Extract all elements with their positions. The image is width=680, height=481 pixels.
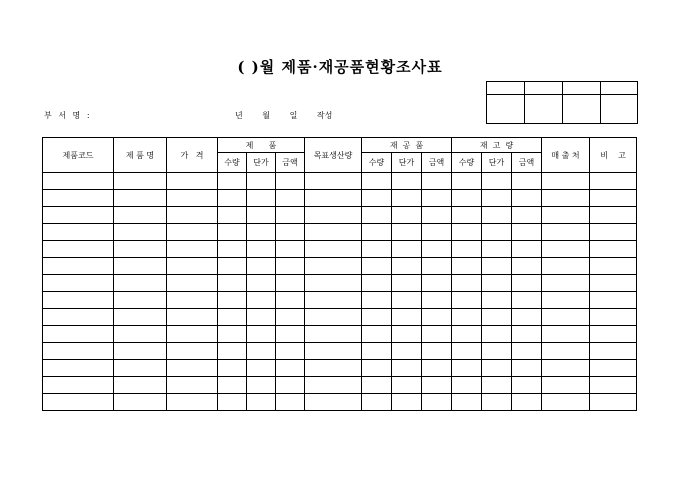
table-cell[interactable] bbox=[362, 394, 392, 411]
table-cell[interactable] bbox=[392, 275, 422, 292]
table-cell[interactable] bbox=[542, 258, 590, 275]
table-cell[interactable] bbox=[305, 224, 362, 241]
approval-box bbox=[486, 81, 638, 124]
table-row bbox=[43, 224, 637, 241]
table-cell[interactable] bbox=[43, 360, 114, 377]
table-cell[interactable] bbox=[392, 360, 422, 377]
table-cell[interactable] bbox=[362, 173, 392, 190]
table-cell[interactable] bbox=[452, 309, 482, 326]
table-cell[interactable] bbox=[482, 377, 512, 394]
table-cell[interactable] bbox=[590, 292, 637, 309]
table-cell[interactable] bbox=[247, 190, 276, 207]
table-cell[interactable] bbox=[247, 207, 276, 224]
table-cell[interactable] bbox=[542, 360, 590, 377]
table-cell[interactable] bbox=[590, 190, 637, 207]
table-row bbox=[43, 258, 637, 275]
table-cell[interactable] bbox=[542, 377, 590, 394]
table-cell[interactable] bbox=[276, 258, 305, 275]
header-qty: 수량 bbox=[452, 153, 482, 173]
table-cell[interactable] bbox=[167, 360, 218, 377]
table-cell[interactable] bbox=[276, 173, 305, 190]
table-cell[interactable] bbox=[392, 207, 422, 224]
table-cell[interactable] bbox=[452, 360, 482, 377]
table-cell[interactable] bbox=[167, 207, 218, 224]
table-cell[interactable] bbox=[167, 377, 218, 394]
table-cell[interactable] bbox=[276, 275, 305, 292]
table-cell[interactable] bbox=[247, 275, 276, 292]
table-cell[interactable] bbox=[114, 394, 167, 411]
table-cell[interactable] bbox=[276, 224, 305, 241]
table-cell[interactable] bbox=[542, 207, 590, 224]
inventory-table bbox=[42, 137, 637, 411]
table-cell[interactable] bbox=[114, 173, 167, 190]
table-cell[interactable] bbox=[452, 343, 482, 360]
table-cell[interactable] bbox=[512, 275, 542, 292]
table-cell[interactable] bbox=[276, 190, 305, 207]
table-cell[interactable] bbox=[590, 173, 637, 190]
table-cell[interactable] bbox=[218, 207, 247, 224]
table-cell[interactable] bbox=[392, 309, 422, 326]
table-cell[interactable] bbox=[392, 241, 422, 258]
department-label: 부 서 명 : bbox=[44, 111, 92, 120]
table-cell[interactable] bbox=[305, 241, 362, 258]
table-cell[interactable] bbox=[276, 309, 305, 326]
table-cell[interactable] bbox=[167, 309, 218, 326]
table-cell[interactable] bbox=[114, 360, 167, 377]
table-cell[interactable] bbox=[422, 258, 452, 275]
table-cell[interactable] bbox=[482, 224, 512, 241]
table-cell[interactable] bbox=[512, 173, 542, 190]
table-cell[interactable] bbox=[305, 377, 362, 394]
table-cell[interactable] bbox=[422, 292, 452, 309]
table-cell[interactable] bbox=[218, 190, 247, 207]
table-cell[interactable] bbox=[590, 343, 637, 360]
table-row bbox=[43, 173, 637, 190]
table-cell[interactable] bbox=[542, 394, 590, 411]
table-cell[interactable] bbox=[512, 360, 542, 377]
table-cell[interactable] bbox=[305, 360, 362, 377]
table-cell[interactable] bbox=[422, 224, 452, 241]
table-row bbox=[43, 292, 637, 309]
table-cell[interactable] bbox=[452, 258, 482, 275]
table-cell[interactable] bbox=[114, 258, 167, 275]
table-cell[interactable] bbox=[305, 394, 362, 411]
approval-cell bbox=[525, 82, 563, 95]
date-year: 년 bbox=[235, 111, 243, 120]
table-cell[interactable] bbox=[512, 292, 542, 309]
header-buyer: 매 출 처 bbox=[542, 138, 590, 173]
table-cell[interactable] bbox=[392, 173, 422, 190]
table-cell[interactable] bbox=[114, 343, 167, 360]
table-cell[interactable] bbox=[512, 377, 542, 394]
table-cell[interactable] bbox=[305, 275, 362, 292]
table-cell[interactable] bbox=[392, 343, 422, 360]
table-cell[interactable] bbox=[305, 258, 362, 275]
table-cell[interactable] bbox=[542, 275, 590, 292]
approval-cell bbox=[487, 82, 525, 95]
table-cell[interactable] bbox=[392, 377, 422, 394]
table-cell[interactable] bbox=[362, 224, 392, 241]
table-cell[interactable] bbox=[422, 275, 452, 292]
header-product-name: 제 품 명 bbox=[114, 138, 167, 173]
table-cell[interactable] bbox=[542, 343, 590, 360]
table-cell[interactable] bbox=[362, 309, 392, 326]
table-cell[interactable] bbox=[305, 292, 362, 309]
table-cell[interactable] bbox=[482, 326, 512, 343]
header-remarks: 비 고 bbox=[590, 138, 637, 173]
header-price: 가 격 bbox=[167, 138, 218, 173]
table-cell[interactable] bbox=[276, 326, 305, 343]
table-cell[interactable] bbox=[43, 275, 114, 292]
table-cell[interactable] bbox=[305, 207, 362, 224]
table-row bbox=[43, 275, 637, 292]
table-cell[interactable] bbox=[482, 360, 512, 377]
table-cell[interactable] bbox=[482, 258, 512, 275]
table-cell[interactable] bbox=[512, 224, 542, 241]
table-cell[interactable] bbox=[247, 343, 276, 360]
table-cell[interactable] bbox=[305, 309, 362, 326]
table-cell[interactable] bbox=[512, 241, 542, 258]
table-cell[interactable] bbox=[482, 343, 512, 360]
table-cell[interactable] bbox=[114, 275, 167, 292]
table-cell[interactable] bbox=[362, 360, 392, 377]
table-cell[interactable] bbox=[247, 326, 276, 343]
table-cell[interactable] bbox=[590, 207, 637, 224]
table-cell[interactable] bbox=[422, 309, 452, 326]
table-row bbox=[43, 360, 637, 377]
table-cell[interactable] bbox=[114, 241, 167, 258]
table-cell[interactable] bbox=[247, 309, 276, 326]
table-cell[interactable] bbox=[590, 258, 637, 275]
header-unit-price: 단가 bbox=[392, 153, 422, 173]
header-amount: 금액 bbox=[422, 153, 452, 173]
table-cell[interactable] bbox=[167, 258, 218, 275]
approval-cell bbox=[601, 82, 638, 95]
table-cell[interactable] bbox=[247, 258, 276, 275]
table-cell[interactable] bbox=[167, 173, 218, 190]
table-cell[interactable] bbox=[512, 258, 542, 275]
table-cell[interactable] bbox=[218, 377, 247, 394]
table-cell[interactable] bbox=[247, 292, 276, 309]
date-day: 일 bbox=[289, 111, 298, 120]
table-row bbox=[43, 394, 637, 411]
table-cell[interactable] bbox=[590, 326, 637, 343]
table-cell[interactable] bbox=[247, 360, 276, 377]
table-row bbox=[43, 326, 637, 343]
table-cell[interactable] bbox=[114, 224, 167, 241]
table-cell[interactable] bbox=[542, 173, 590, 190]
table-cell[interactable] bbox=[452, 207, 482, 224]
table-cell[interactable] bbox=[43, 343, 114, 360]
table-cell[interactable] bbox=[512, 326, 542, 343]
table-cell[interactable] bbox=[218, 241, 247, 258]
table-cell[interactable] bbox=[247, 394, 276, 411]
table-cell[interactable] bbox=[167, 343, 218, 360]
table-cell[interactable] bbox=[167, 292, 218, 309]
table-cell[interactable] bbox=[218, 360, 247, 377]
table-cell[interactable] bbox=[590, 275, 637, 292]
table-cell[interactable] bbox=[247, 241, 276, 258]
table-cell[interactable] bbox=[452, 394, 482, 411]
table-cell[interactable] bbox=[276, 343, 305, 360]
table-cell[interactable] bbox=[167, 275, 218, 292]
approval-cell bbox=[525, 95, 563, 124]
table-cell[interactable] bbox=[43, 190, 114, 207]
table-cell[interactable] bbox=[276, 241, 305, 258]
table-cell[interactable] bbox=[362, 258, 392, 275]
table-cell[interactable] bbox=[114, 190, 167, 207]
table-cell[interactable] bbox=[452, 326, 482, 343]
table-cell[interactable] bbox=[43, 224, 114, 241]
approval-cell bbox=[487, 95, 525, 124]
table-cell[interactable] bbox=[43, 258, 114, 275]
table-cell[interactable] bbox=[218, 394, 247, 411]
table-cell[interactable] bbox=[392, 326, 422, 343]
table-cell[interactable] bbox=[218, 292, 247, 309]
header-inventory-group: 재 고 량 bbox=[452, 138, 542, 153]
table-cell[interactable] bbox=[114, 326, 167, 343]
table-cell[interactable] bbox=[167, 190, 218, 207]
table-cell[interactable] bbox=[392, 190, 422, 207]
table-cell[interactable] bbox=[512, 343, 542, 360]
table-row bbox=[43, 343, 637, 360]
table-cell[interactable] bbox=[276, 292, 305, 309]
table-row bbox=[43, 309, 637, 326]
table-cell[interactable] bbox=[422, 326, 452, 343]
table-cell[interactable] bbox=[452, 224, 482, 241]
header-amount: 금액 bbox=[276, 153, 305, 173]
table-cell[interactable] bbox=[482, 394, 512, 411]
date-written: 작성 bbox=[316, 111, 333, 120]
table-cell[interactable] bbox=[542, 241, 590, 258]
table-cell[interactable] bbox=[276, 360, 305, 377]
table-cell[interactable] bbox=[218, 309, 247, 326]
table-cell[interactable] bbox=[167, 326, 218, 343]
table-cell[interactable] bbox=[392, 394, 422, 411]
header-wip-group: 재 공 품 bbox=[362, 138, 452, 153]
table-cell[interactable] bbox=[362, 326, 392, 343]
table-row bbox=[43, 241, 637, 258]
table-cell[interactable] bbox=[305, 326, 362, 343]
table-cell[interactable] bbox=[542, 309, 590, 326]
table-cell[interactable] bbox=[482, 309, 512, 326]
header-qty: 수량 bbox=[362, 153, 392, 173]
table-cell[interactable] bbox=[43, 241, 114, 258]
header-amount: 금액 bbox=[512, 153, 542, 173]
table-cell[interactable] bbox=[590, 224, 637, 241]
table-cell[interactable] bbox=[43, 309, 114, 326]
table-cell[interactable] bbox=[43, 326, 114, 343]
table-cell[interactable] bbox=[218, 224, 247, 241]
table-cell[interactable] bbox=[482, 207, 512, 224]
table-cell[interactable] bbox=[542, 224, 590, 241]
table-cell[interactable] bbox=[218, 275, 247, 292]
table-cell[interactable] bbox=[218, 326, 247, 343]
table-cell[interactable] bbox=[218, 343, 247, 360]
table-cell[interactable] bbox=[167, 241, 218, 258]
table-cell[interactable] bbox=[167, 224, 218, 241]
table-cell[interactable] bbox=[482, 173, 512, 190]
table-cell[interactable] bbox=[218, 258, 247, 275]
table-cell[interactable] bbox=[43, 292, 114, 309]
table-cell[interactable] bbox=[542, 292, 590, 309]
table-cell[interactable] bbox=[452, 190, 482, 207]
approval-cell bbox=[601, 95, 638, 124]
table-cell[interactable] bbox=[276, 394, 305, 411]
table-cell[interactable] bbox=[114, 207, 167, 224]
table-cell[interactable] bbox=[452, 377, 482, 394]
date-month: 월 bbox=[262, 111, 271, 120]
table-cell[interactable] bbox=[305, 343, 362, 360]
table-row bbox=[43, 207, 637, 224]
table-cell[interactable] bbox=[452, 275, 482, 292]
table-cell[interactable] bbox=[452, 292, 482, 309]
table-cell[interactable] bbox=[247, 377, 276, 394]
table-cell[interactable] bbox=[392, 258, 422, 275]
table-cell[interactable] bbox=[482, 275, 512, 292]
table-cell[interactable] bbox=[422, 343, 452, 360]
table-cell[interactable] bbox=[362, 292, 392, 309]
table-cell[interactable] bbox=[512, 394, 542, 411]
table-cell[interactable] bbox=[482, 292, 512, 309]
table-cell[interactable] bbox=[422, 394, 452, 411]
table-cell[interactable] bbox=[512, 207, 542, 224]
table-cell[interactable] bbox=[43, 377, 114, 394]
table-cell[interactable] bbox=[422, 190, 452, 207]
table-cell[interactable] bbox=[114, 292, 167, 309]
table-cell[interactable] bbox=[362, 207, 392, 224]
table-cell[interactable] bbox=[114, 309, 167, 326]
table-cell[interactable] bbox=[422, 173, 452, 190]
table-cell[interactable] bbox=[167, 394, 218, 411]
header-unit-price: 단가 bbox=[482, 153, 512, 173]
table-cell[interactable] bbox=[482, 190, 512, 207]
table-cell[interactable] bbox=[590, 309, 637, 326]
table-cell[interactable] bbox=[362, 190, 392, 207]
table-cell[interactable] bbox=[362, 377, 392, 394]
header-qty: 수량 bbox=[218, 153, 247, 173]
table-cell[interactable] bbox=[392, 292, 422, 309]
table-cell[interactable] bbox=[590, 360, 637, 377]
table-cell[interactable] bbox=[512, 190, 542, 207]
table-cell[interactable] bbox=[362, 241, 392, 258]
table-cell[interactable] bbox=[452, 241, 482, 258]
table-cell[interactable] bbox=[422, 241, 452, 258]
table-cell[interactable] bbox=[422, 207, 452, 224]
approval-cell bbox=[563, 95, 601, 124]
table-cell[interactable] bbox=[305, 190, 362, 207]
table-row bbox=[43, 377, 637, 394]
table-cell[interactable] bbox=[482, 241, 512, 258]
table-cell[interactable] bbox=[43, 207, 114, 224]
table-cell[interactable] bbox=[114, 377, 167, 394]
table-cell[interactable] bbox=[43, 173, 114, 190]
table-cell[interactable] bbox=[247, 173, 276, 190]
header-product-code: 제품코드 bbox=[43, 138, 114, 173]
table-cell[interactable] bbox=[362, 343, 392, 360]
table-row bbox=[43, 190, 637, 207]
table-cell[interactable] bbox=[512, 309, 542, 326]
header-unit-price: 단가 bbox=[247, 153, 276, 173]
table-cell[interactable] bbox=[422, 360, 452, 377]
table-cell[interactable] bbox=[542, 190, 590, 207]
table-cell[interactable] bbox=[452, 173, 482, 190]
table-cell[interactable] bbox=[43, 394, 114, 411]
approval-cell bbox=[563, 82, 601, 95]
table-cell[interactable] bbox=[362, 275, 392, 292]
table-cell[interactable] bbox=[542, 326, 590, 343]
table-cell[interactable] bbox=[305, 173, 362, 190]
table-cell[interactable] bbox=[276, 207, 305, 224]
table-cell[interactable] bbox=[590, 241, 637, 258]
table-cell[interactable] bbox=[590, 377, 637, 394]
header-target-production: 목표생산량 bbox=[305, 138, 362, 173]
table-cell[interactable] bbox=[247, 224, 276, 241]
table-cell[interactable] bbox=[590, 394, 637, 411]
table-cell[interactable] bbox=[218, 173, 247, 190]
document-title: ( )월 제품·재공품현황조사표 bbox=[237, 58, 443, 76]
date-line bbox=[235, 110, 346, 121]
table-cell[interactable] bbox=[276, 377, 305, 394]
table-cell[interactable] bbox=[422, 377, 452, 394]
header-product-group: 제 품 bbox=[218, 138, 305, 153]
table-cell[interactable] bbox=[392, 224, 422, 241]
